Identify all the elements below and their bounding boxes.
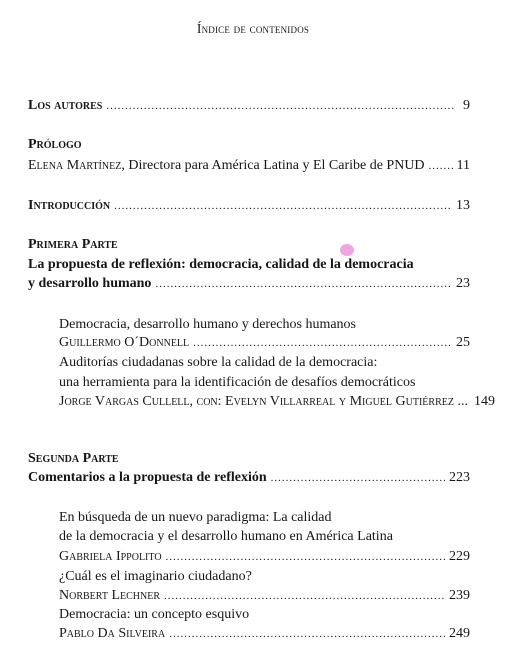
dot-leader [155, 276, 452, 293]
toc-entry-chapter[interactable] [59, 334, 470, 352]
chapter-title: Auditorías ciudadanas sobre la calidad de la democracia: [59, 355, 378, 370]
toc-entry-chapter[interactable] [59, 393, 495, 410]
page-number: 249 [449, 626, 470, 641]
chapter-title: Democracia, desarrollo humano y derechos humanos [59, 317, 357, 332]
page-number: 13 [456, 198, 470, 213]
toc-entry-segunda-parte[interactable] [28, 469, 470, 487]
chapter-title: Democracia: un concepto esquivo [59, 607, 250, 622]
dot-leader [193, 335, 452, 352]
page-number: 23 [456, 276, 470, 291]
part-heading-segunda: Segunda Parte [28, 451, 119, 466]
page-number: 11 [456, 158, 470, 173]
part-heading-primera: Primera Parte [28, 237, 118, 252]
dot-leader [106, 98, 454, 115]
dot-leader [166, 549, 445, 566]
author-name: Pablo Da Silveira [59, 626, 166, 641]
toc-entry-title: Los autores [28, 98, 103, 113]
chapter-title-line-2: una herramienta para la identificación de desafíos democráticos [59, 375, 416, 390]
page-number: 25 [456, 335, 470, 350]
chapter-title: En búsqueda de un nuevo paradigma: La calidad [59, 510, 332, 525]
ink-stain [340, 244, 354, 256]
page-title: Índice de contenidos [196, 21, 310, 36]
part-title-line-1: La propuesta de reflexión: democracia, calidad de la democracia [28, 257, 414, 272]
page-number: 149 [473, 394, 495, 409]
author-name: Norbert Lechner [59, 588, 161, 603]
section-heading-prologo: Prólogo [28, 137, 82, 152]
page-number: 239 [449, 588, 470, 603]
dot-leader [429, 158, 453, 175]
author-name: Gabriela Ippolito [59, 549, 162, 564]
page-number: 223 [449, 470, 470, 485]
author-name: Jorge Vargas Cullell, con: Evelyn Villarreal y Miguel Gutiérrez ... [59, 394, 468, 409]
toc-entry-primera-parte[interactable] [28, 275, 470, 293]
toc-entry-introduccion[interactable] [28, 197, 470, 215]
toc-entry-chapter[interactable] [59, 587, 470, 605]
part-title: Comentarios a la propuesta de reflexión [28, 470, 267, 485]
dot-leader [164, 588, 445, 605]
toc-entry-chapter[interactable] [59, 625, 470, 643]
page-number: 9 [463, 98, 470, 113]
chapter-title-line-2: de la democracia y el desarrollo humano en América Latina [59, 529, 393, 544]
part-title-line-2: y desarrollo humano [28, 276, 152, 291]
chapter-title: ¿Cuál es el imaginario ciudadano? [59, 569, 252, 584]
dot-leader [114, 198, 452, 215]
dot-leader [271, 470, 445, 487]
toc-entry-prologo[interactable] [28, 157, 470, 175]
toc-entry-chapter[interactable] [59, 548, 470, 566]
dot-leader [169, 626, 445, 643]
page-number: 229 [449, 549, 470, 564]
author-name: Elena Martínez [28, 158, 122, 173]
author-role: , Directora para América Latina y El Caribe de PNUD [121, 158, 425, 173]
toc-entry-title [28, 157, 425, 174]
toc-entry-los-autores[interactable] [28, 97, 470, 115]
author-name: Guillermo O´Donnell [59, 335, 190, 350]
toc-entry-title: Introducción [28, 198, 111, 213]
